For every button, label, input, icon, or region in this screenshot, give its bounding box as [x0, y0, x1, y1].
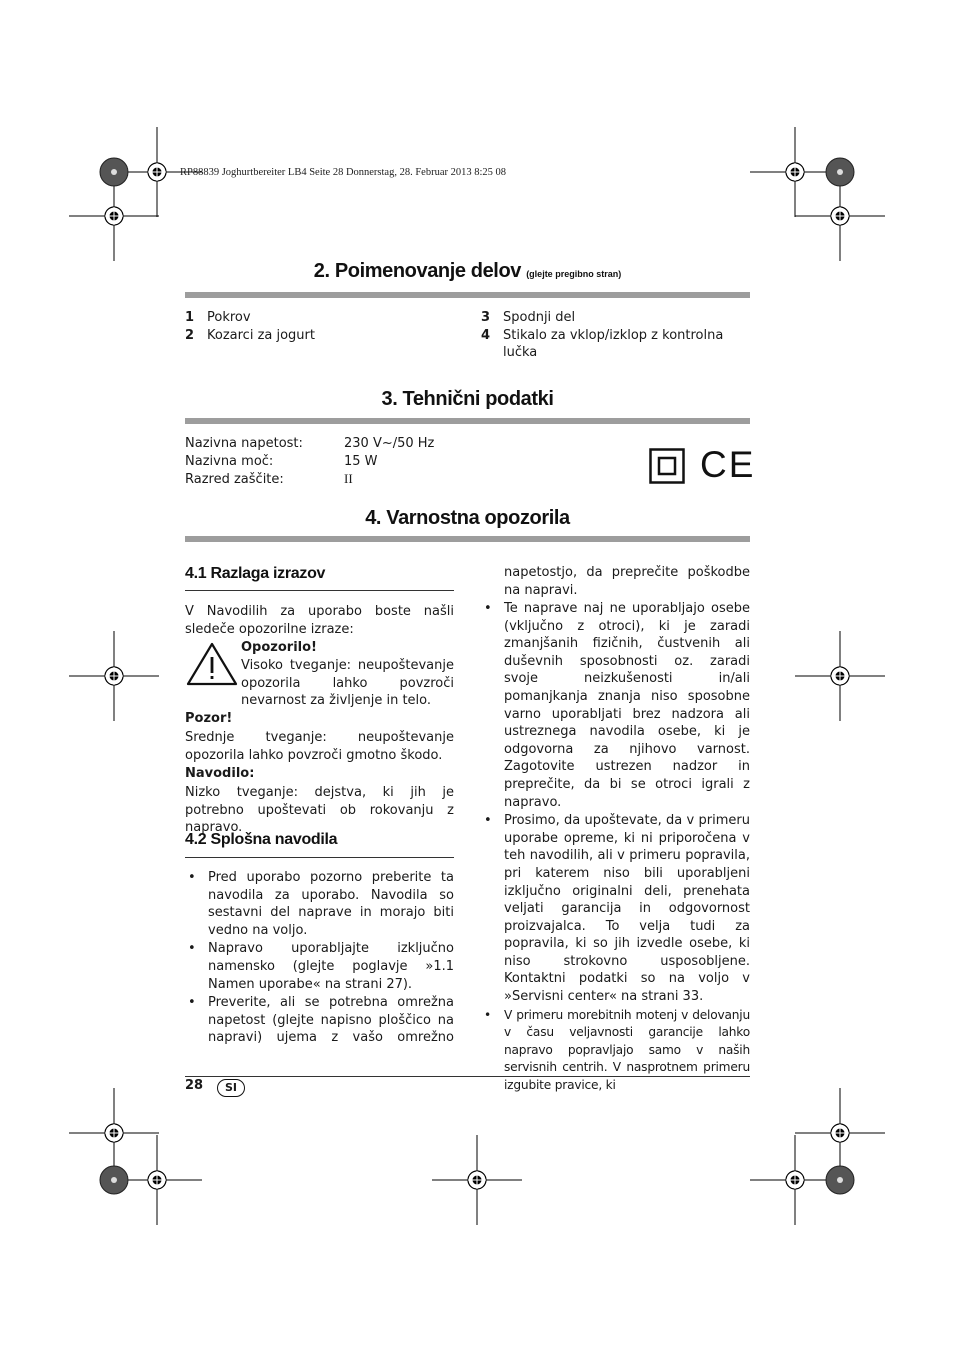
list-item: • V primeru morebitnih motenj v delovanju v času veljavnosti garancije lahko napravo popravljajo samo v naših servisnih centrih. V nasprotnem primeru izgubite pravice, ki	[481, 1007, 750, 1095]
spec-row: Nazivna napetost: 230 V~/50 Hz	[185, 436, 435, 451]
part-item: 3 Spodnji del	[481, 310, 576, 325]
parts-list-right	[481, 309, 750, 362]
warning-triangle-icon	[186, 641, 238, 687]
section-2-title: 2. Poimenovanje delov	[313, 260, 522, 282]
warning-title: Opozorilo!	[241, 640, 317, 655]
part-item: 1 Pokrov	[185, 310, 251, 325]
caution-text: Srednje tveganje: neupoštevanje opozorila lahko povzroči gmotno škodo.	[185, 730, 454, 763]
ce-mark-icon: CE	[700, 444, 756, 485]
subsection-4-2-rule	[185, 857, 454, 858]
subsection-4-2-title: 4.2 Splošna navodila	[185, 831, 338, 848]
safety-list-right	[481, 600, 750, 1096]
section-4-heading: 4. Varnostna opozorila	[365, 507, 570, 529]
section-2-heading	[185, 260, 750, 283]
footer-rule	[185, 1076, 750, 1077]
list-item: • Prosimo, da upoštevate, da v primeru uporabe opreme, ki ni priporočena v teh navodilih, ali v primeru popravila, pri katerem niso bili uporabljeni izključno originalni deli, prenehata veljati garancija in odgovornost proizvajalca. To velja tudi za popravila, ki so jih izvedle osebe, ki niso strokovno usposobljene. Kontaktni podatki so na voljo v »Servisni center« na strani 33.	[481, 812, 750, 1006]
print-info: RP88839 Joghurtbereiter LB4 Seite 28 Donnerstag, 28. Februar 2013 8:25 08	[180, 167, 507, 178]
subsection-4-1-rule	[185, 590, 454, 591]
list-item: • Napravo uporabljajte izključno namensko (glejte poglavje »1.1 Namen uporabe« na strani 27).	[185, 940, 454, 993]
part-item: 2 Kozarci za jogurt	[185, 327, 315, 343]
continuation-text: napetostjo, da preprečite poškodbe na napravi.	[504, 565, 750, 598]
page-number: 28	[185, 1078, 204, 1093]
list-item: • Preverite, ali se potrebna omrežna napetost (glejte napisno ploščico na napravi) ujema z vašo omrežno	[185, 994, 454, 1047]
section-2-note: (glejte pregibno stran)	[526, 269, 622, 279]
explanation-intro: V Navodilih za uporabo boste našli sledeče opozorilne izraze:	[185, 604, 454, 637]
part-item-continuation: lučka	[503, 345, 538, 361]
note-title: Navodilo:	[185, 766, 255, 781]
note-text: Nizko tveganje: dejstva, ki jih je potrebno upoštevati ob rokovanju z napravo.	[185, 785, 454, 836]
section-3-bar	[185, 418, 750, 424]
protection-class-ii-icon	[649, 448, 685, 484]
warning-text: Visoko tveganje: neupoštevanje opozorila lahko povzroči nevarnost za življenje in telo.	[241, 658, 454, 709]
caution-title: Pozor!	[185, 711, 233, 726]
list-item: • Pred uporabo pozorno preberite ta navodila za uporabo. Navodila so sestavni del naprave in morajo biti vedno na voljo.	[185, 869, 454, 939]
section-2-bar	[185, 292, 750, 298]
spec-table	[185, 435, 485, 488]
spec-row: Nazivna moč: 15 W	[185, 453, 378, 469]
general-instructions-list	[185, 869, 454, 1048]
list-item: • Te naprave naj ne uporabljajo osebe (vključno z otroci), ki je zaradi zmanjšanih fizičnih, čustvenih ali duševnih sposobnosti oz. zaradi svoje neizkušenosti in/ali pomanjkanja znanja niso sposobne varno uporabljati brez nadzora ali ustreznega navodila osebe, ki je odgovorna za njihovo varnost. Zagotovite ustrezen nadzor in preprečite, da bi se otroci igrali z napravo.	[481, 600, 750, 811]
part-item: 4 Stikalo za vklop/izklop z kontrolna	[481, 327, 724, 343]
country-badge	[217, 1079, 245, 1097]
country-code: SI	[224, 1081, 237, 1094]
section-3-heading: 3. Tehnični podatki	[381, 388, 554, 410]
subsection-4-1-title: 4.1 Razlaga izrazov	[185, 565, 326, 582]
spec-row: Razred zaščite: II	[185, 471, 353, 488]
parts-list-left	[185, 309, 465, 344]
section-4-bar	[185, 536, 750, 542]
